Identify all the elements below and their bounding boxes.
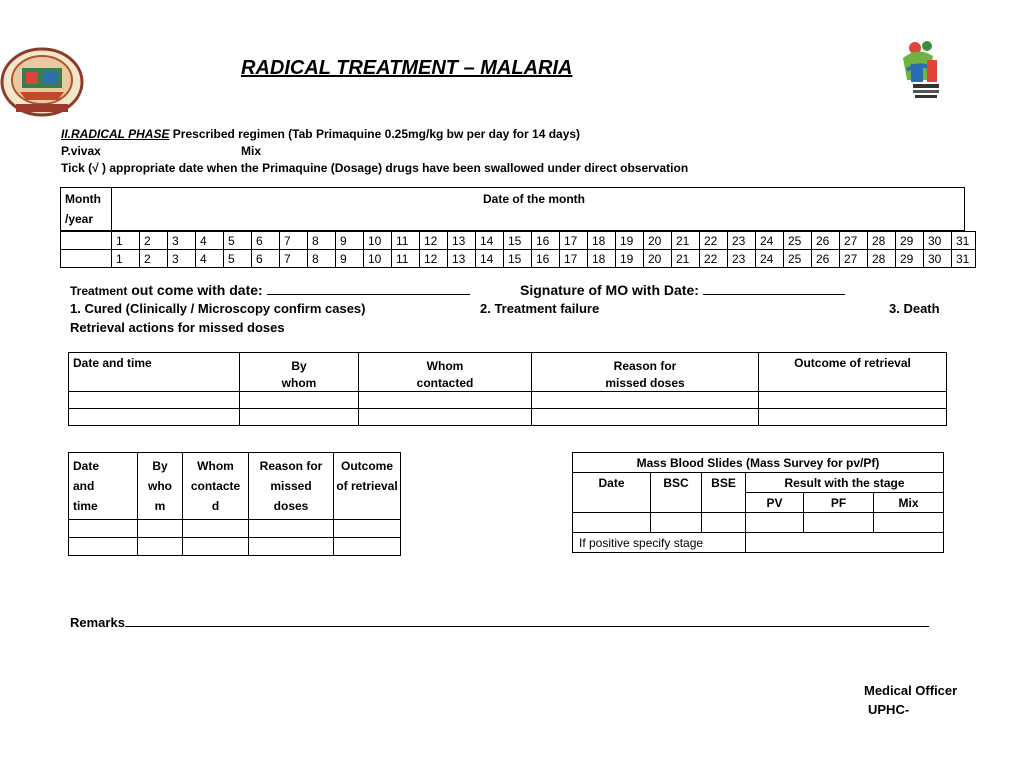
day-cell[interactable]: 24 <box>756 232 784 250</box>
day-cell[interactable]: 19 <box>616 250 644 268</box>
day-cell[interactable]: 28 <box>868 250 896 268</box>
table-cell[interactable] <box>804 513 874 533</box>
day-cell[interactable]: 16 <box>532 232 560 250</box>
day-cell[interactable]: 8 <box>308 232 336 250</box>
day-cell[interactable]: 31 <box>952 232 976 250</box>
rt2-header-reason: Reason for missed doses <box>249 453 334 520</box>
retrieval-title: Retrieval actions for missed doses <box>70 320 285 335</box>
day-cell[interactable]: 29 <box>896 250 924 268</box>
day-cell[interactable]: 9 <box>336 232 364 250</box>
signature-line <box>520 282 845 300</box>
outcome-failure: 2. Treatment failure <box>480 301 600 316</box>
table-cell[interactable] <box>183 520 249 538</box>
phase-label: II.RADICAL PHASE <box>61 127 170 141</box>
table-cell[interactable] <box>759 409 947 426</box>
mb-pf-header: PF <box>804 493 874 513</box>
dose-header-box <box>60 187 965 231</box>
day-cell[interactable]: 17 <box>560 250 588 268</box>
table-cell[interactable] <box>69 409 240 426</box>
table-cell[interactable] <box>183 538 249 556</box>
day-cell[interactable]: 9 <box>336 250 364 268</box>
day-cell[interactable]: 29 <box>896 232 924 250</box>
mass-blood-title: Mass Blood Slides (Mass Survey for pv/Pf) <box>573 453 944 473</box>
day-cell[interactable]: 5 <box>224 232 252 250</box>
mb-bse-header: BSE <box>702 473 746 513</box>
day-cell[interactable]: 11 <box>392 250 420 268</box>
rt2-header-whom: Whom contacte d <box>183 453 249 520</box>
table-row <box>573 513 944 533</box>
table-cell[interactable] <box>240 392 359 409</box>
mb-pv-header: PV <box>746 493 804 513</box>
rt1-header-whom-contacted: Whom contacted <box>359 353 532 392</box>
day-cell[interactable]: 21 <box>672 250 700 268</box>
day-cell[interactable]: 30 <box>924 250 952 268</box>
day-cell[interactable]: 25 <box>784 250 812 268</box>
mix-label: Mix <box>241 144 262 158</box>
day-cell[interactable]: 10 <box>364 250 392 268</box>
table-cell[interactable] <box>702 513 746 533</box>
day-cell[interactable]: 6 <box>252 232 280 250</box>
day-cell[interactable]: 13 <box>448 250 476 268</box>
day-cell[interactable]: 15 <box>504 232 532 250</box>
treatment-outcome-line <box>70 282 470 300</box>
day-cell[interactable]: 4 <box>196 232 224 250</box>
table-cell[interactable] <box>334 520 401 538</box>
rt2-header-date: Date and time <box>69 453 138 520</box>
table-cell[interactable] <box>249 520 334 538</box>
day-cell[interactable]: 3 <box>168 250 196 268</box>
day-cell[interactable]: 1 <box>112 232 140 250</box>
table-cell[interactable] <box>874 513 944 533</box>
table-cell[interactable] <box>359 409 532 426</box>
day-cell[interactable]: 19 <box>616 232 644 250</box>
day-cell[interactable]: 23 <box>728 250 756 268</box>
outcome-date-field[interactable] <box>267 282 470 295</box>
table-cell[interactable] <box>240 409 359 426</box>
municipal-emblem-icon <box>0 46 84 118</box>
day-row <box>61 250 976 268</box>
day-cell[interactable]: 12 <box>420 232 448 250</box>
day-cell[interactable]: 4 <box>196 250 224 268</box>
day-cell[interactable]: 26 <box>812 232 840 250</box>
page-title: RADICAL TREATMENT – MALARIA <box>241 57 573 79</box>
retrieval-table-1 <box>68 352 947 426</box>
mb-bsc-header: BSC <box>651 473 702 513</box>
table-cell[interactable] <box>651 513 702 533</box>
day-cell[interactable]: 18 <box>588 232 616 250</box>
rt1-header-reason: Reason for missed doses <box>532 353 759 392</box>
rt2-header-outcome: Outcome of retrieval <box>334 453 401 520</box>
day-cell[interactable]: 24 <box>756 250 784 268</box>
tick-instruction: Tick (√ ) appropriate date when the Primaquine (Dosage) drugs have been swallowed under direct observation <box>61 161 689 175</box>
table-row <box>69 392 947 409</box>
table-cell[interactable] <box>69 538 138 556</box>
day-cell[interactable]: 20 <box>644 232 672 250</box>
day-cell[interactable]: 14 <box>476 250 504 268</box>
remarks-field[interactable] <box>125 614 929 627</box>
pvivax-label: P.vivax <box>61 144 101 158</box>
phase-line <box>61 127 580 141</box>
month-label: Month <box>65 192 101 206</box>
day-cell[interactable]: 20 <box>644 250 672 268</box>
table-cell[interactable] <box>532 392 759 409</box>
table-cell[interactable] <box>138 520 183 538</box>
day-cell[interactable]: 10 <box>364 232 392 250</box>
day-cell[interactable]: 16 <box>532 250 560 268</box>
year-label: /year <box>65 212 94 226</box>
month-cell[interactable] <box>61 232 112 250</box>
signature-field[interactable] <box>703 282 845 295</box>
day-cell[interactable]: 17 <box>560 232 588 250</box>
mb-date-header: Date <box>573 473 651 513</box>
day-cell[interactable]: 2 <box>140 250 168 268</box>
rt1-header-outcome: Outcome of retrieval <box>759 353 947 392</box>
retrieval-table-2 <box>68 452 401 556</box>
day-cell[interactable]: 31 <box>952 250 976 268</box>
mb-positive-label: If positive specify stage <box>573 533 746 553</box>
day-cell[interactable]: 15 <box>504 250 532 268</box>
date-of-month-header: Date of the month <box>483 192 585 206</box>
day-cell[interactable]: 13 <box>448 232 476 250</box>
medical-officer-label: Medical Officer <box>864 683 958 698</box>
table-row <box>69 520 401 538</box>
day-cell[interactable]: 1 <box>112 250 140 268</box>
day-cell[interactable]: 7 <box>280 232 308 250</box>
signature-label: Signature of MO with Date: <box>520 282 703 298</box>
day-cell[interactable]: 18 <box>588 250 616 268</box>
day-cell[interactable]: 23 <box>728 232 756 250</box>
rt1-header-by-whom: By whom <box>240 353 359 392</box>
day-cell[interactable]: 7 <box>280 250 308 268</box>
table-cell[interactable] <box>69 520 138 538</box>
table-cell[interactable] <box>746 513 804 533</box>
day-cell[interactable]: 27 <box>840 232 868 250</box>
mb-positive-field[interactable] <box>746 533 944 553</box>
day-cell[interactable]: 26 <box>812 250 840 268</box>
table-row <box>69 409 947 426</box>
table-cell[interactable] <box>573 513 651 533</box>
remarks-line <box>70 614 929 632</box>
outcome-death: 3. Death <box>889 301 940 316</box>
table-cell[interactable] <box>759 392 947 409</box>
day-cell[interactable]: 2 <box>140 232 168 250</box>
day-cell[interactable]: 8 <box>308 250 336 268</box>
day-cell[interactable]: 11 <box>392 232 420 250</box>
day-cell[interactable]: 5 <box>224 250 252 268</box>
dose-day-table <box>60 231 976 268</box>
rt2-header-by-whom: By who m <box>138 453 183 520</box>
table-row <box>69 538 401 556</box>
day-cell[interactable]: 12 <box>420 250 448 268</box>
outcome-label: out come with date: <box>127 282 267 298</box>
nvbdcp-logo-icon <box>893 40 959 100</box>
table-cell[interactable] <box>532 409 759 426</box>
day-cell[interactable]: 22 <box>700 250 728 268</box>
table-cell[interactable] <box>334 538 401 556</box>
outcome-cured: 1. Cured (Clinically / Microscopy confirm cases) <box>70 301 366 316</box>
mb-result-header: Result with the stage <box>746 473 944 493</box>
uphc-label: UPHC- <box>868 702 910 717</box>
day-cell[interactable]: 22 <box>700 232 728 250</box>
table-cell[interactable] <box>359 392 532 409</box>
day-cell[interactable]: 14 <box>476 232 504 250</box>
day-cell[interactable]: 6 <box>252 250 280 268</box>
day-cell[interactable]: 28 <box>868 232 896 250</box>
day-cell[interactable]: 25 <box>784 232 812 250</box>
table-cell[interactable] <box>249 538 334 556</box>
rt1-header-date: Date and time <box>69 353 240 392</box>
day-cell[interactable]: 21 <box>672 232 700 250</box>
table-cell[interactable] <box>69 392 240 409</box>
month-cell[interactable] <box>61 250 112 268</box>
treatment-small-label: Treatment <box>70 284 128 298</box>
day-cell[interactable]: 30 <box>924 232 952 250</box>
mass-blood-table <box>572 452 944 553</box>
day-row <box>61 232 976 250</box>
table-cell[interactable] <box>138 538 183 556</box>
day-cell[interactable]: 3 <box>168 232 196 250</box>
day-cell[interactable]: 27 <box>840 250 868 268</box>
phase-regimen: Prescribed regimen (Tab Primaquine 0.25mg/kg bw per day for 14 days) <box>169 127 581 141</box>
remarks-label: Remarks <box>70 615 125 630</box>
mb-mix-header: Mix <box>874 493 944 513</box>
